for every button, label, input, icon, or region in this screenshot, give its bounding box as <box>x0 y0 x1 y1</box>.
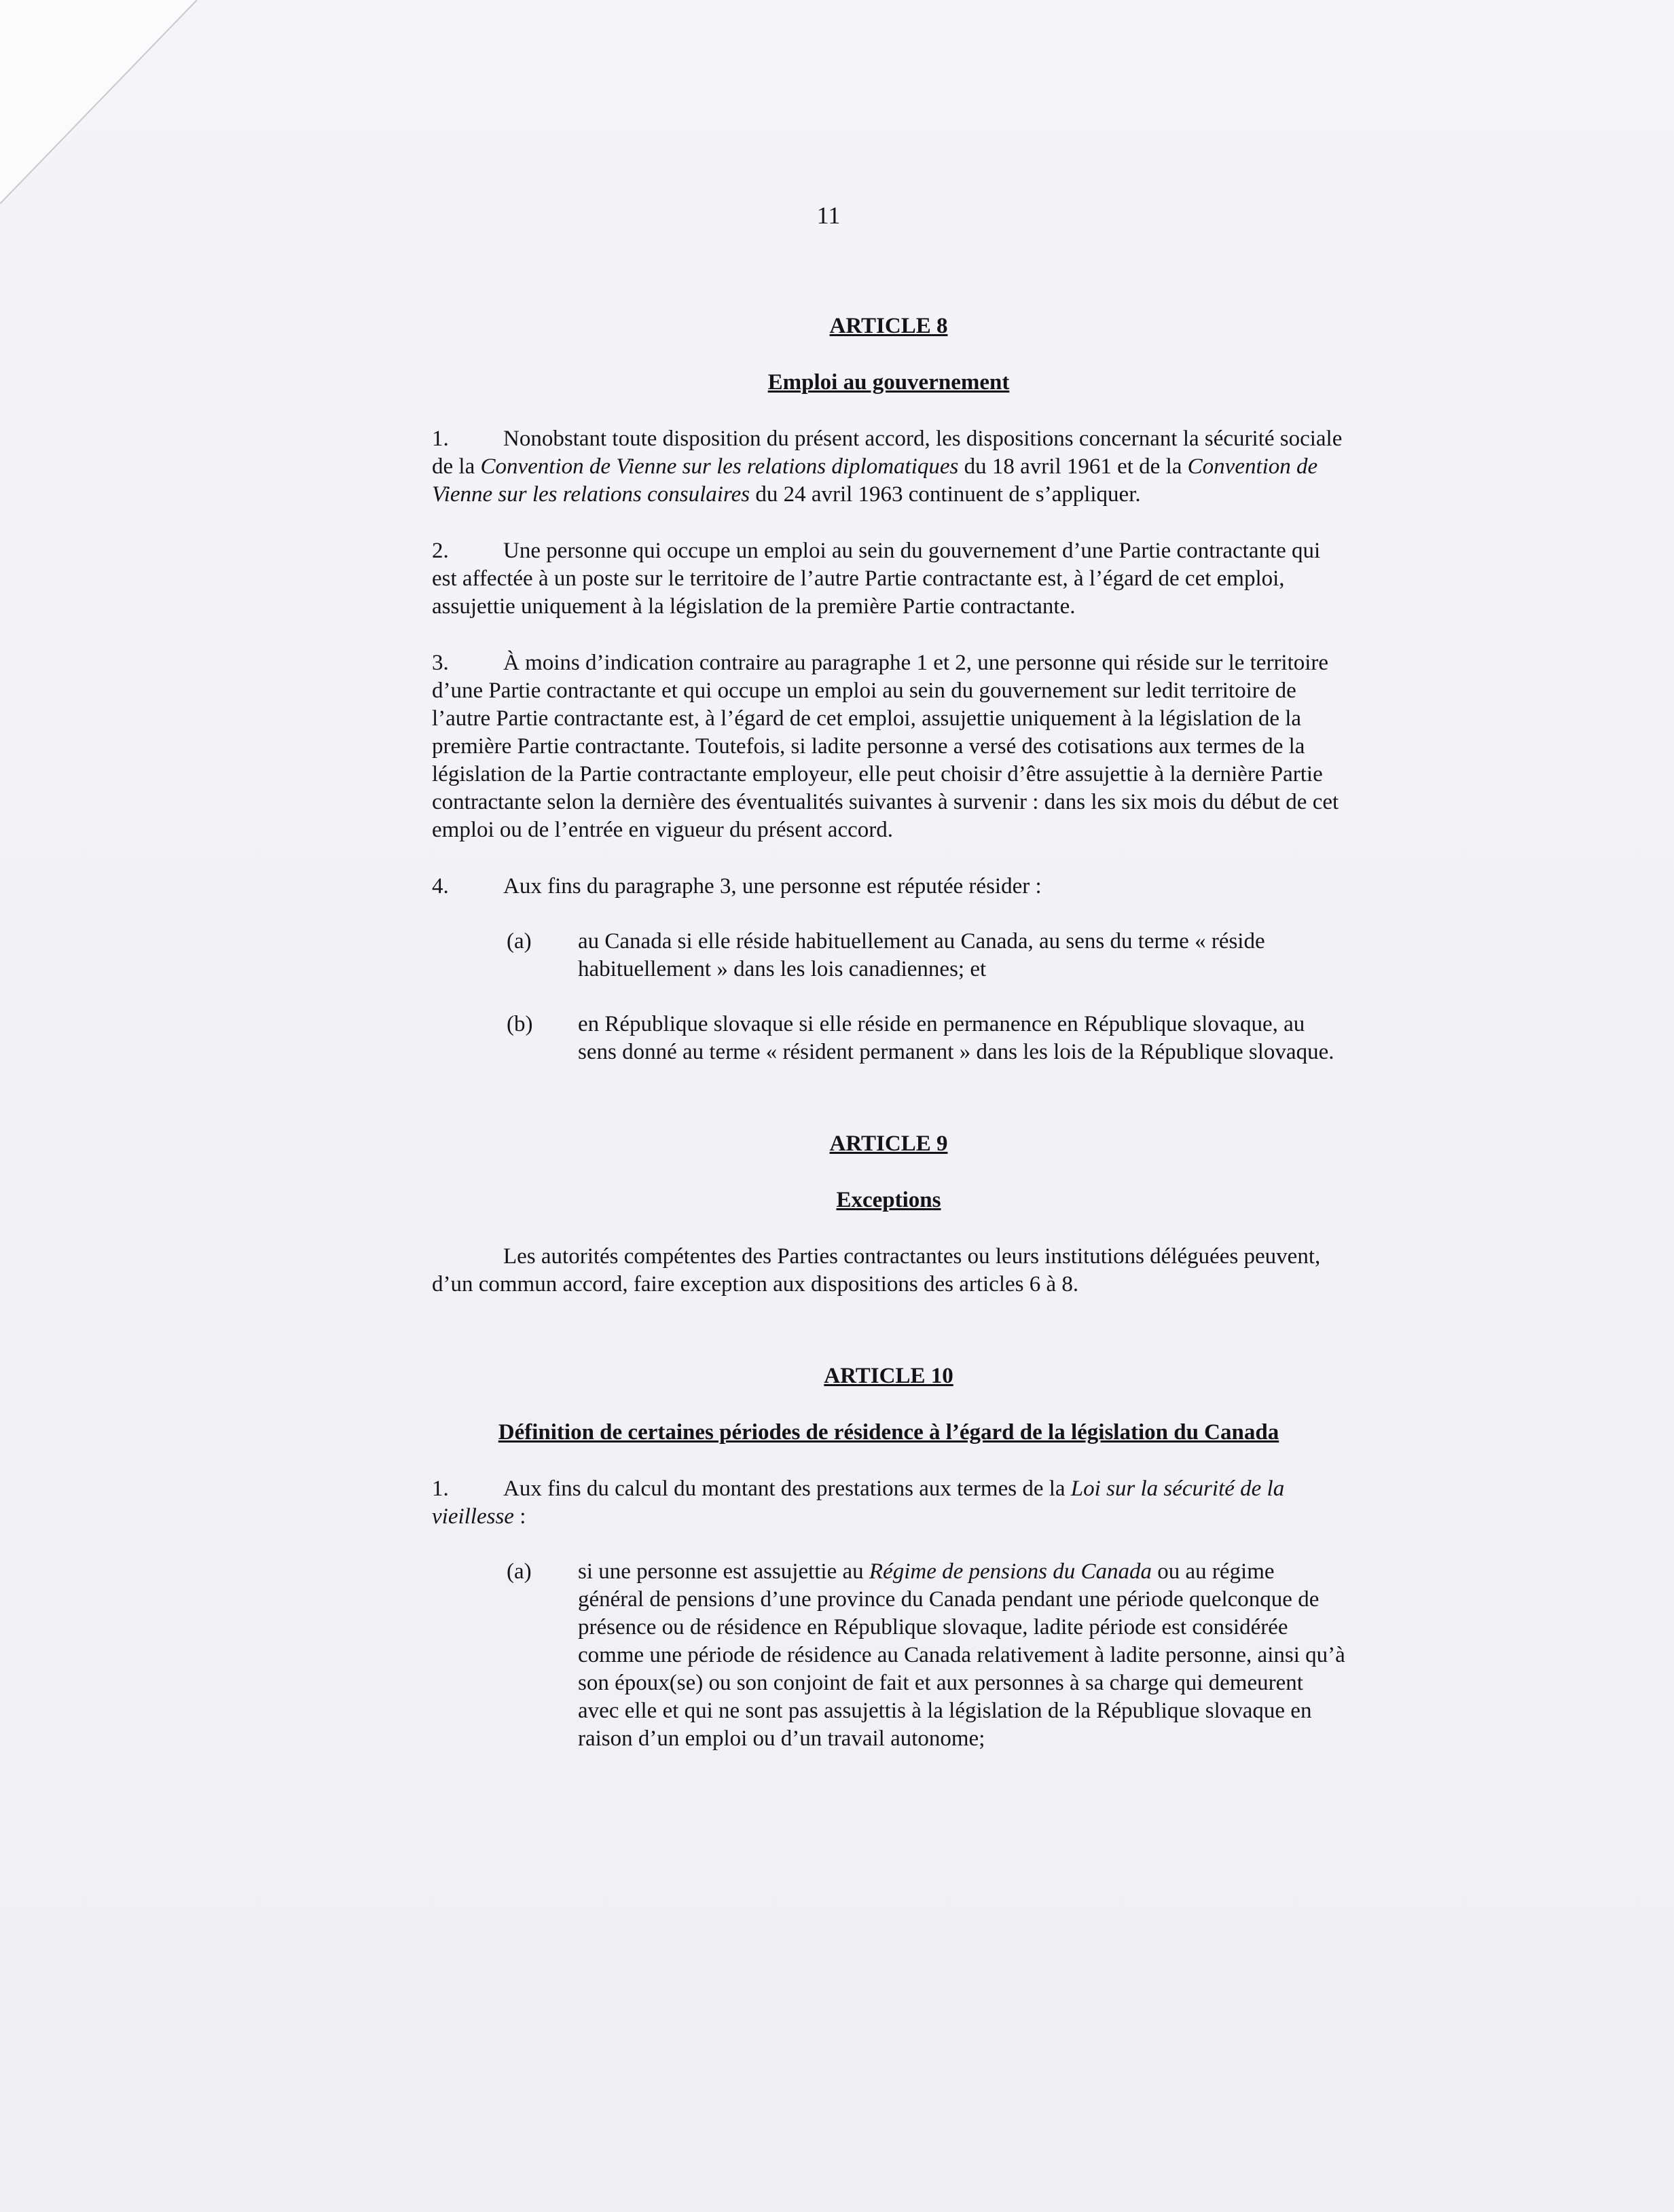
subparagraph-text: en République slovaque si elle réside en permanence en République slovaque, au sens donné au terme « résident permanent » dans les lois de la République slovaque. <box>578 1012 1334 1064</box>
article-8-subparagraph-a <box>507 928 1345 983</box>
article-8-paragraph-4 <box>432 873 1345 901</box>
article-10-paragraph-1 <box>432 1475 1345 1531</box>
paragraph-italic-text: Convention de Vienne sur les relations consulaires <box>432 454 1318 507</box>
page-fold-corner <box>0 0 204 204</box>
paragraph-text: du 24 avril 1963 continuent de s’appliquer. <box>750 482 1141 507</box>
paragraph-text: du 18 avril 1961 et de la <box>958 454 1188 479</box>
article-8-paragraph-3 <box>432 649 1345 844</box>
subparagraph-text: si une personne est assujettie au <box>578 1559 869 1584</box>
paragraph-text: À moins d’indication contraire au paragraphe 1 et 2, une personne qui réside sur le territoire d’une Partie contractante et qui occupe un emploi au sein du gouvernement sur ledit territoire de l’autre Partie contractante est, à l’égard de cet emploi, assujettie uniquement à la législation de la première Partie contractante. Toutefois, si ladite personne a versé des cotisations aux termes de la législation de la Partie contractante employeur, elle peut choisir d’être assujettie à la dernière Partie contractante selon la dernière des éventualités suivantes à survenir : dans les six mois du début de cet emploi ou de l’entrée en vigueur du présent accord. <box>432 651 1339 842</box>
paragraph-number: 3. <box>432 651 449 675</box>
subparagraph-text-wrapper <box>578 1558 1345 1753</box>
paragraph-number: 2. <box>432 539 449 563</box>
article-8-subparagraph-b <box>507 1011 1345 1066</box>
document-body <box>432 312 1345 1753</box>
article-8 <box>432 312 1345 1066</box>
paragraph-text: Nonobstant toute disposition du présent accord, les dispositions concernant la sécurité sociale de la <box>432 427 1343 479</box>
article-9-title: ARTICLE 9 <box>829 1131 948 1156</box>
article-9-paragraph: Les autorités compétentes des Parties contractantes ou leurs institutions déléguées peuvent, d’un commun accord, faire exception aux dispositions des articles 6 à 8. <box>432 1244 1321 1297</box>
article-9 <box>432 1130 1345 1299</box>
paragraph-italic-text: Loi sur la sécurité de la vieillesse <box>432 1476 1285 1529</box>
article-8-paragraph-1 <box>432 425 1345 509</box>
subparagraph-label: (b) <box>507 1012 533 1036</box>
paragraph-number: 4. <box>432 874 449 899</box>
article-8-paragraph-2 <box>432 537 1345 621</box>
paragraph-text: : <box>513 1504 526 1529</box>
subparagraph-text: ou au régime général de pensions d’une province du Canada pendant une période quelconque de présence ou de résidence en République slovaque, ladite période est considérée comme une période de résidence au Canada relativement à ladite personne, ainsi qu’à son époux(se) ou son conjoint de fait et aux personnes à sa charge qui demeurent avec elle et qui ne sont pas assujettis à la législation de la République slovaque en raison d’un emploi ou d’un travail autonome; <box>578 1559 1345 1751</box>
subparagraph-text: au Canada si elle réside habituellement au Canada, au sens du terme « réside habituellement » dans les lois canadiennes; et <box>578 929 1265 981</box>
article-10-subtitle: Définition de certaines périodes de résidence à l’égard de la législation du Canada <box>498 1420 1279 1445</box>
paragraph-text: Aux fins du calcul du montant des prestations aux termes de la <box>503 1476 1071 1501</box>
paragraph-text: Une personne qui occupe un emploi au sein du gouvernement d’une Partie contractante qui est affectée à un poste sur le territoire de l’autre Partie contractante est, à l’égard de cet emploi, assujettie uniquement à la législation de la première Partie contractante. <box>432 539 1321 619</box>
article-8-title: ARTICLE 8 <box>829 314 948 338</box>
article-10 <box>432 1362 1345 1753</box>
paragraph-italic-text: Convention de Vienne sur les relations diplomatiques <box>480 454 959 479</box>
page-number: 11 <box>816 202 841 229</box>
article-8-subtitle: Emploi au gouvernement <box>767 370 1010 395</box>
subparagraph-label: (a) <box>507 1559 532 1584</box>
article-10-subparagraph-a <box>507 1558 1345 1753</box>
article-10-title: ARTICLE 10 <box>824 1364 953 1388</box>
subparagraph-label: (a) <box>507 929 532 954</box>
paragraph-text: Aux fins du paragraphe 3, une personne est réputée résider : <box>503 874 1042 899</box>
paragraph-number: 1. <box>432 1476 449 1501</box>
paragraph-number: 1. <box>432 427 449 451</box>
subparagraph-italic-text: Régime de pensions du Canada <box>869 1559 1152 1584</box>
article-9-subtitle: Exceptions <box>836 1188 941 1212</box>
